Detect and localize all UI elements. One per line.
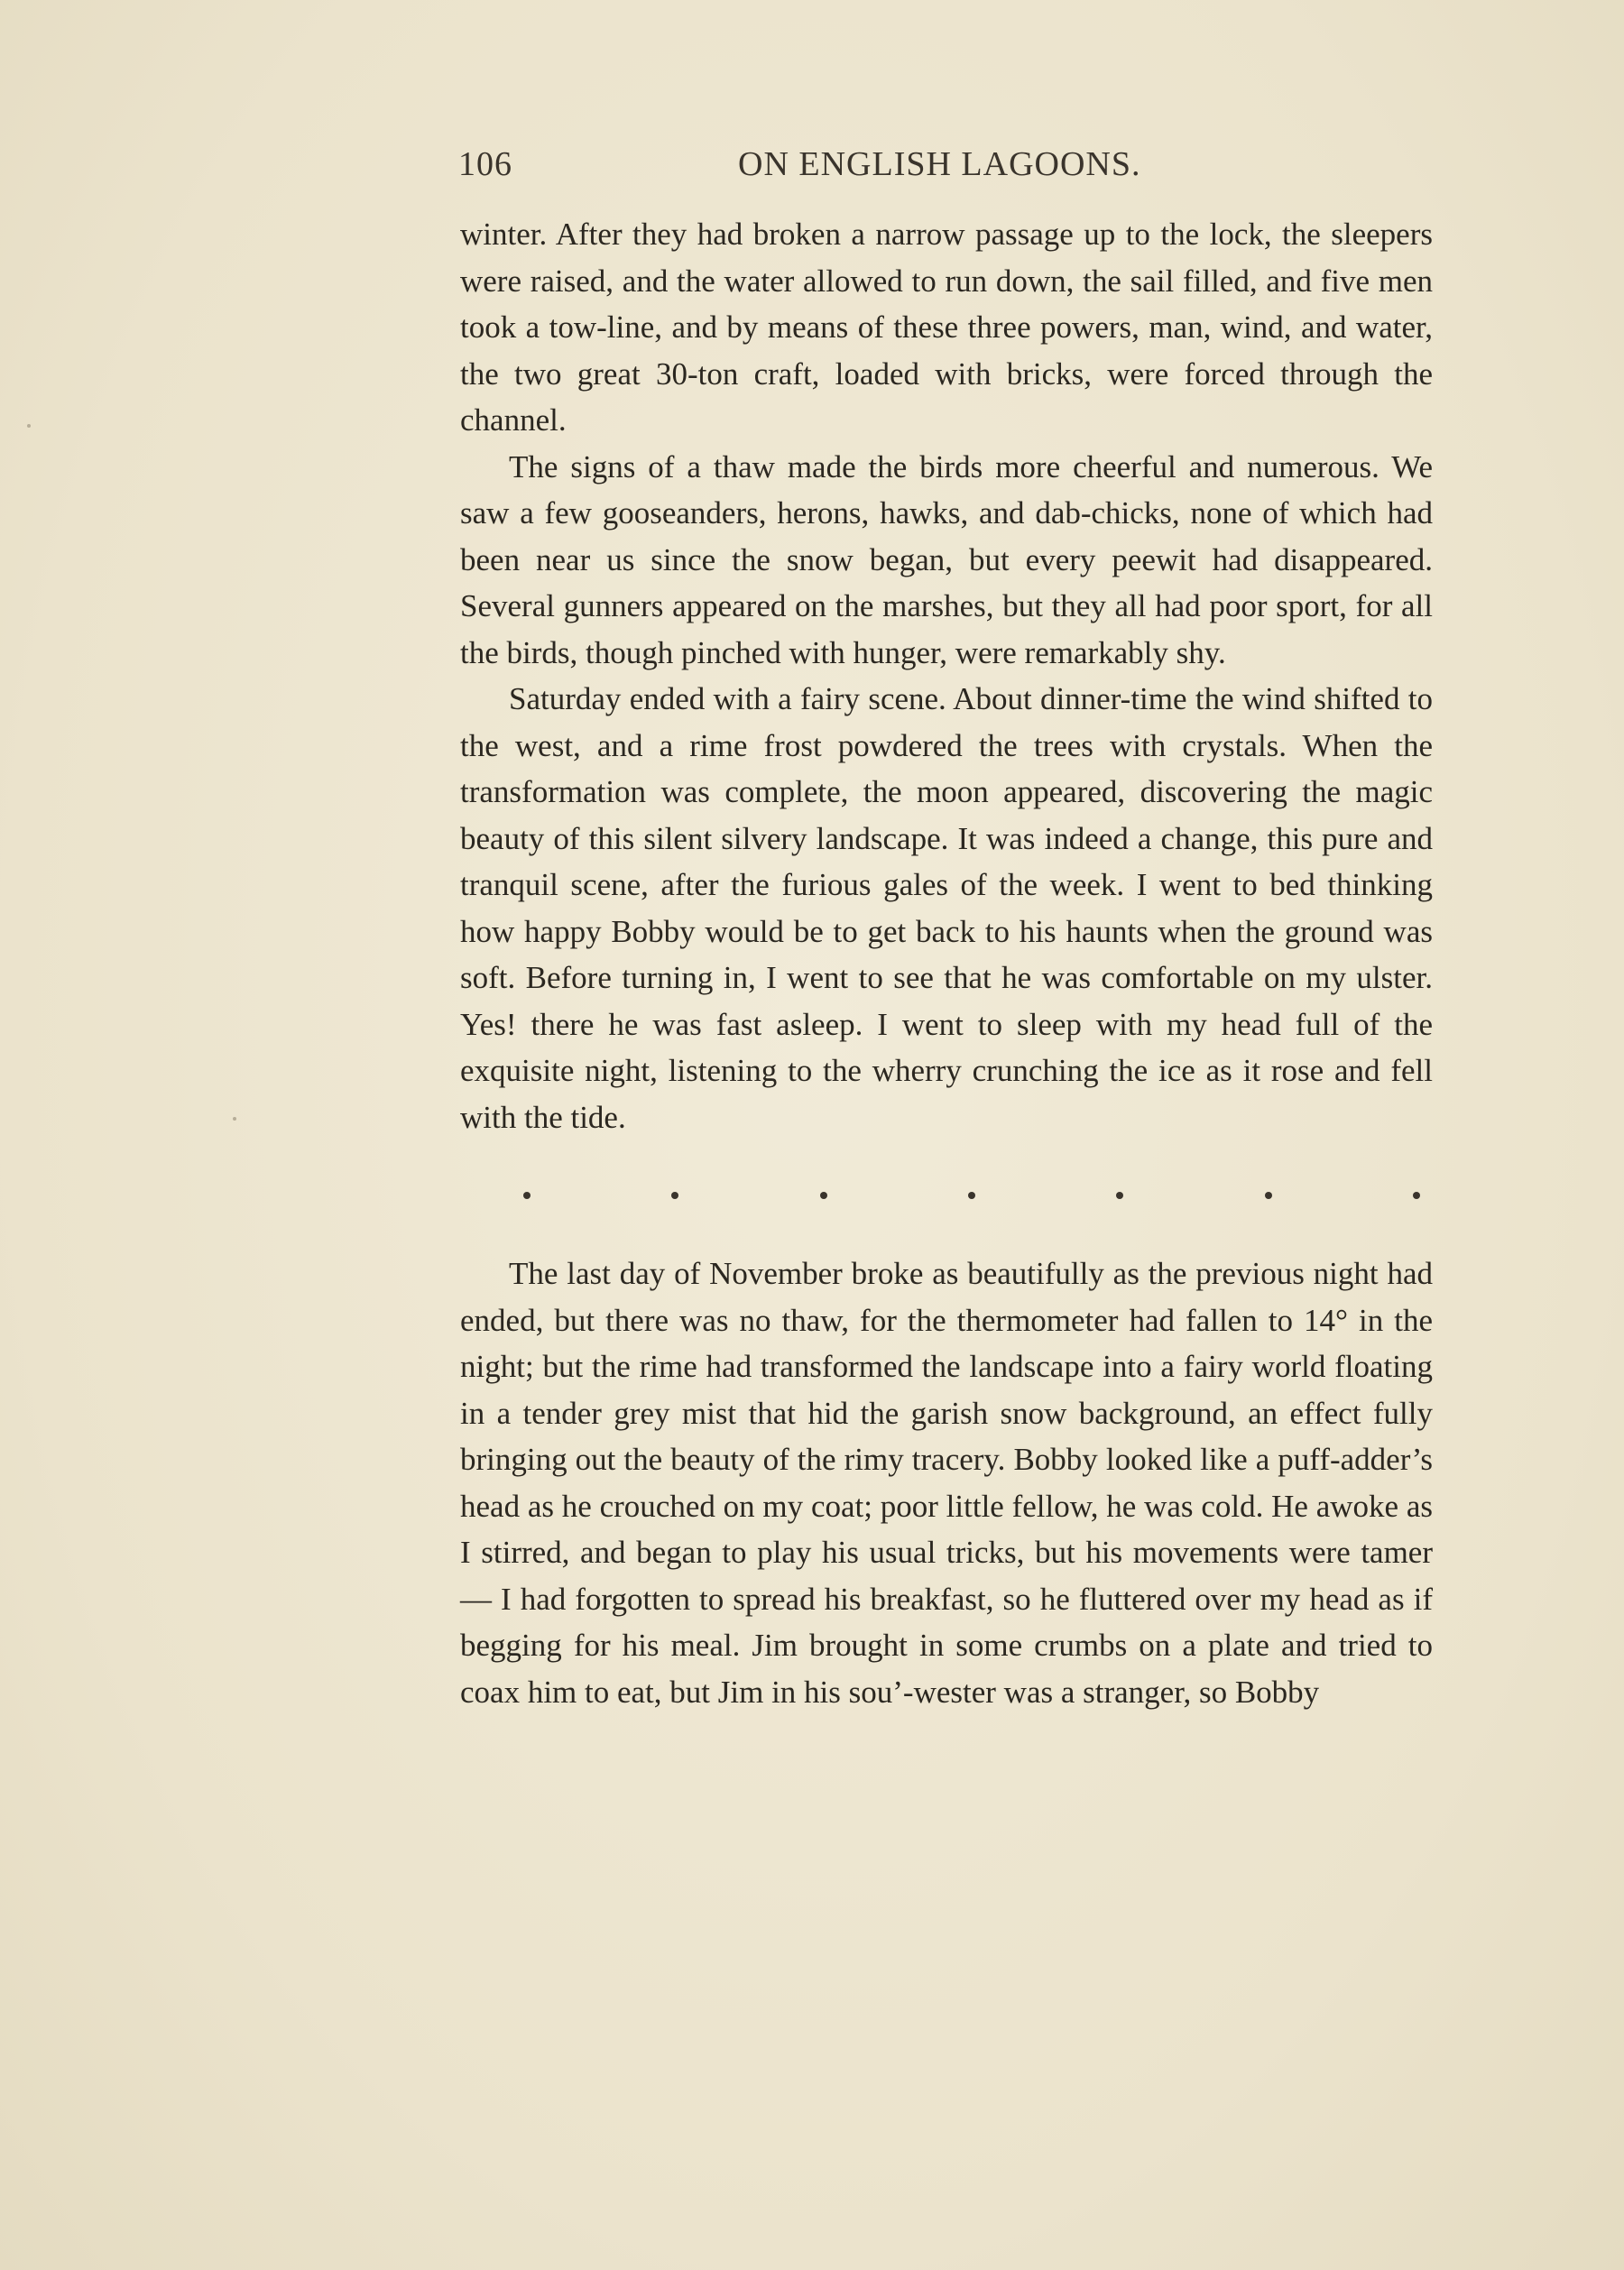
section-break-dot	[1116, 1192, 1123, 1199]
paragraph-continuation: winter. After they had broken a narrow passage up to the lock, the sleepers were raised, and the water allowed to run down, the sail filled, and five men took a tow-line, and by means of these three powers, man, wind, and water, the two great 30-ton craft, loaded with bricks, were forced through the channel.	[460, 217, 1433, 438]
paragraph-november: The last day of November broke as beautifully as the previous night had ended, but there was no thaw, for the thermometer had fallen to 14° in the night; but the rime had transformed the landscape into a fairy world floating in a tender grey mist that hid the garish snow background, an effect fully bringing out the beauty of the rimy tracery. Bobby looked like a puff-adder’s head as he crouched on my coat; poor little fellow, he was cold. He awoke as I stirred, and began to play his usual tricks, but his movements were tamer — I had forgotten to spread his breakfast, so he fluttered over my head as if begging for his meal. Jim brought in some crumbs on a plate and tried to coax him to eat, but Jim in his sou’-wester was a stranger, so Bobby	[460, 1256, 1433, 1710]
page-number: 106	[458, 145, 512, 183]
paragraph-saturday: Saturday ended with a fairy scene. About dinner-time the wind shifted to the west, and a rime frost powdered the trees with crystals. When the transformation was complete, the moon appeared, discovering the magic beauty of this silent silvery landscape. It was indeed a change, this pure and tranquil scene, after the furious gales of the week. I went to bed thinking how happy Bobby would be to get back to his haunts when the ground was soft. Before turning in, I went to see that he was comfortable on my ulster. Yes! there he was fast asleep. I went to sleep with my head full of the exquisite night, listening to the wherry crunching the ice as it rose and fell with the tide.	[460, 681, 1433, 1135]
page-header	[458, 134, 1191, 188]
section-break-dot	[671, 1192, 678, 1199]
paper-speck	[233, 1117, 236, 1121]
paper-speck	[27, 424, 31, 428]
section-break	[460, 1173, 1433, 1218]
running-head: ON ENGLISH LAGOONS.	[738, 145, 1141, 183]
paragraph-thaw: The signs of a thaw made the birds more cheerful and numerous. We saw a few gooseanders, herons, hawks, and dab-chicks, none of which had been near us since the snow began, but every peewit had disappeared. Several gunners appeared on the marshes, but they all had poor sport, for all the birds, though pinched with hunger, were remarkably shy.	[460, 448, 1433, 670]
section-break-dot	[1265, 1192, 1272, 1199]
section-break-dot	[968, 1192, 975, 1199]
body-text	[460, 211, 1433, 1715]
section-break-dot	[1413, 1192, 1420, 1199]
section-break-dot	[523, 1192, 531, 1199]
section-break-dot	[820, 1192, 827, 1199]
